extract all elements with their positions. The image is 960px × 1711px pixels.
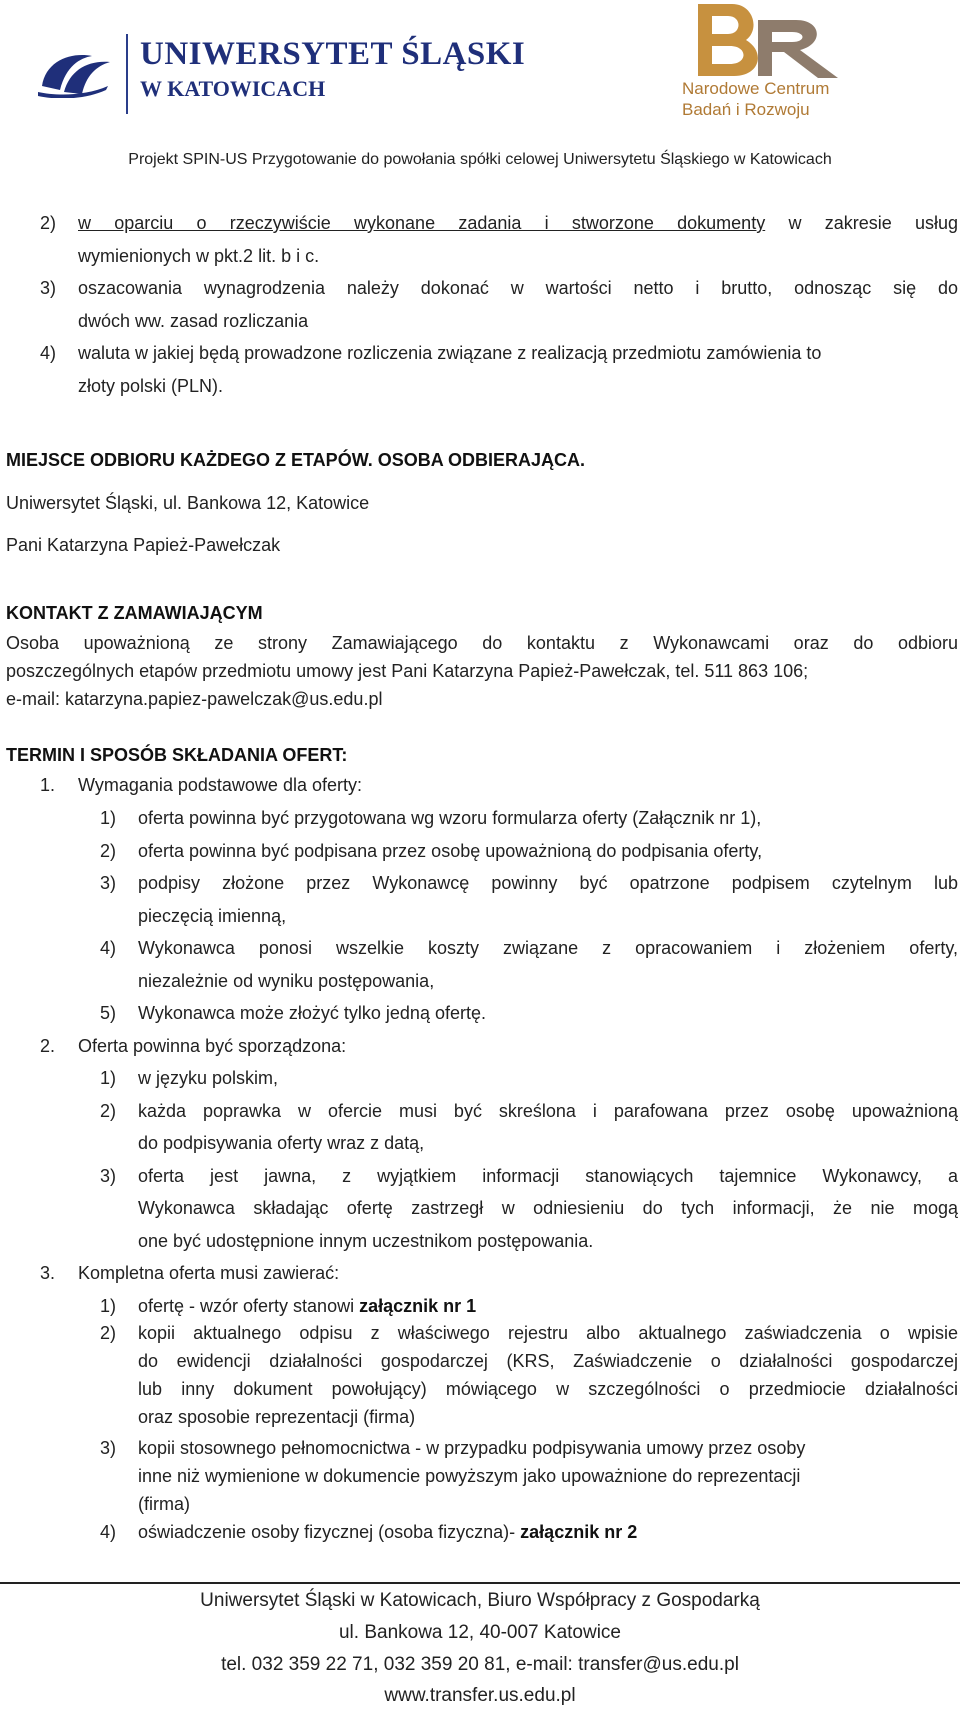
contact-text: poszczególnych etapów przedmiotu umowy jest Pani Katarzyna Papież-Pawełczak, tel. 511 863 106; xyxy=(6,661,809,681)
attachment-ref: załącznik nr 1 xyxy=(359,1296,477,1316)
list-item-number: 1) xyxy=(100,1296,117,1316)
list-item-text: oferta powinna być podpisana przez osobę upoważnioną do podpisania oferty, xyxy=(138,841,763,861)
list-item-text: lub inny dokument powołujący) mówiącego w szczególności o przedmiocie działalności xyxy=(138,1379,958,1399)
pickup-person: Pani Katarzyna Papież-Pawełczak xyxy=(6,535,281,555)
project-title: Projekt SPIN-US Przygotowanie do powołania spółki celowej Uniwersytetu Śląskiego w Katowicach xyxy=(128,151,832,168)
list-item-text: oferta powinna być przygotowana wg wzoru formularza oferty (Załącznik nr 1), xyxy=(138,808,762,828)
university-emblem-icon xyxy=(36,46,112,98)
footer-website-link[interactable]: www.transfer.us.edu.pl xyxy=(384,1685,576,1706)
list-item-number: 2) xyxy=(100,841,117,861)
list-item-number: 3) xyxy=(100,1438,117,1458)
ncbr-name-line1: Narodowe Centrum xyxy=(682,79,830,98)
list-item-text: inne niż wymienione w dokumencie powyższym jako upoważnione do reprezentacji xyxy=(138,1466,801,1486)
section-number: 3. xyxy=(40,1263,56,1283)
university-logo xyxy=(36,28,526,118)
section-number: 2. xyxy=(40,1036,56,1056)
list-item-text: wymienionych w pkt.2 lit. b i c. xyxy=(78,246,320,266)
list-item-text: Wykonawca może złożyć tylko jedną ofertę. xyxy=(138,1003,486,1023)
section-heading-pickup: MIEJSCE ODBIORU KAŻDEGO Z ETAPÓW. OSOBA ODBIERAJĄCA. xyxy=(6,450,586,470)
list-item-text: one być udostępnione innym uczestnikom postępowania. xyxy=(138,1231,594,1251)
attachment-ref: załącznik nr 2 xyxy=(520,1522,638,1542)
list-item-text-rest: w zakresie usług xyxy=(788,213,958,233)
list-item-text: w języku polskim, xyxy=(138,1068,279,1088)
list-item-text: oszacowania wynagrodzenia należy dokonać w wartości netto i brutto, odnosząc się do xyxy=(78,278,958,298)
section-title: Oferta powinna być sporządzona: xyxy=(78,1036,347,1056)
list-item-number: 4) xyxy=(100,938,117,958)
footer-line: ul. Bankowa 12, 40-007 Katowice xyxy=(338,1622,621,1643)
list-item-number: 3) xyxy=(100,1166,117,1186)
list-item-text xyxy=(138,1519,637,1545)
underlined-phrase: w oparciu o rzeczywiście wykonane zadania i stworzone dokumenty xyxy=(78,213,766,233)
list-item-number: 1) xyxy=(100,808,117,828)
contact-email: e-mail: katarzyna.papiez-pawelczak@us.edu.pl xyxy=(6,689,383,709)
list-item-text xyxy=(78,210,958,236)
list-item-text: do podpisywania oferty wraz z datą, xyxy=(138,1133,425,1153)
list-item-text: oferta jest jawna, z wyjątkiem informacji stanowiących tajemnice Wykonawcy, a xyxy=(138,1166,958,1186)
university-name: UNIWERSYTET ŚLĄSKI xyxy=(140,36,526,72)
contact-text: Osoba upoważnioną ze strony Zamawiającego do kontaktu z Wykonawcami oraz do odbioru xyxy=(6,633,958,653)
list-item-text: Wykonawca ponosi wszelkie koszty związane z opracowaniem i złożeniem oferty, xyxy=(138,938,958,958)
list-item-number: 5) xyxy=(100,1003,117,1023)
pickup-address: Uniwersytet Śląski, ul. Bankowa 12, Katowice xyxy=(6,493,370,513)
list-item-number: 4) xyxy=(100,1522,117,1542)
university-city: W KATOWICACH xyxy=(140,76,326,101)
list-item-text: złoty polski (PLN). xyxy=(78,376,224,396)
list-item-text: oraz sposobie reprezentacji (firma) xyxy=(138,1407,416,1427)
section-title: Kompletna oferta musi zawierać: xyxy=(78,1263,340,1283)
list-item-text: kopii aktualnego odpisu z właściwego rejestru albo aktualnego zaświadczenia o wpisie xyxy=(138,1323,958,1343)
list-item-text: kopii stosownego pełnomocnictwa - w przypadku podpisywania umowy przez osoby xyxy=(138,1438,806,1458)
list-item-text-plain: oświadczenie osoby fizycznej (osoba fizyczna)- xyxy=(138,1522,521,1542)
logo-divider xyxy=(126,34,128,114)
list-item-text: pieczęcią imienną, xyxy=(138,906,287,926)
list-item-text: podpisy złożone przez Wykonawcę powinny być opatrzone podpisem czytelnym lub xyxy=(138,873,958,893)
section-title: Wymagania podstawowe dla oferty: xyxy=(78,775,362,795)
ncbr-br-emblem-icon xyxy=(688,0,858,78)
list-item-number: 4) xyxy=(40,343,57,363)
list-item-number: 2) xyxy=(40,213,57,233)
list-item-number: 3) xyxy=(40,278,57,298)
footer-line: tel. 032 359 22 71, 032 359 20 81, e-mail: transfer@us.edu.pl xyxy=(221,1654,739,1675)
ncbr-name-line2: Badań i Rozwoju xyxy=(682,100,810,119)
section-heading-contact: KONTAKT Z ZAMAWIAJĄCYM xyxy=(6,603,263,623)
list-item-text-plain: ofertę - wzór oferty stanowi xyxy=(138,1296,360,1316)
list-item-number: 3) xyxy=(100,873,117,893)
list-item-text: do ewidencji działalności gospodarczej (KRS, Zaświadczenie o działalności gospodarczej xyxy=(138,1351,958,1371)
list-item-text: waluta w jakiej będą prowadzone rozliczenia związane z realizacją przedmiotu zamówienia to xyxy=(78,343,822,363)
list-item-text xyxy=(138,1293,476,1319)
ncbr-logo xyxy=(668,0,868,130)
list-item-text: niezależnie od wyniku postępowania, xyxy=(138,971,435,991)
list-item-text: Wykonawca składając ofertę zastrzegł w odniesieniu do tych informacji, że nie mogą xyxy=(138,1198,958,1218)
list-item-number: 2) xyxy=(100,1101,117,1121)
list-item-text: każda poprawka w ofercie musi być skreślona i parafowana przez osobę upoważnioną xyxy=(138,1101,958,1121)
list-item-number: 1) xyxy=(100,1068,117,1088)
list-item-text: (firma) xyxy=(138,1494,190,1514)
list-item-text: dwóch ww. zasad rozliczania xyxy=(78,311,309,331)
footer-line: Uniwersytet Śląski w Katowicach, Biuro Współpracy z Gospodarką xyxy=(200,1590,760,1611)
footer-divider xyxy=(0,1582,960,1584)
list-item-number: 2) xyxy=(100,1323,117,1343)
section-number: 1. xyxy=(40,775,56,795)
section-heading-offers: TERMIN I SPOSÓB SKŁADANIA OFERT: xyxy=(6,745,348,765)
